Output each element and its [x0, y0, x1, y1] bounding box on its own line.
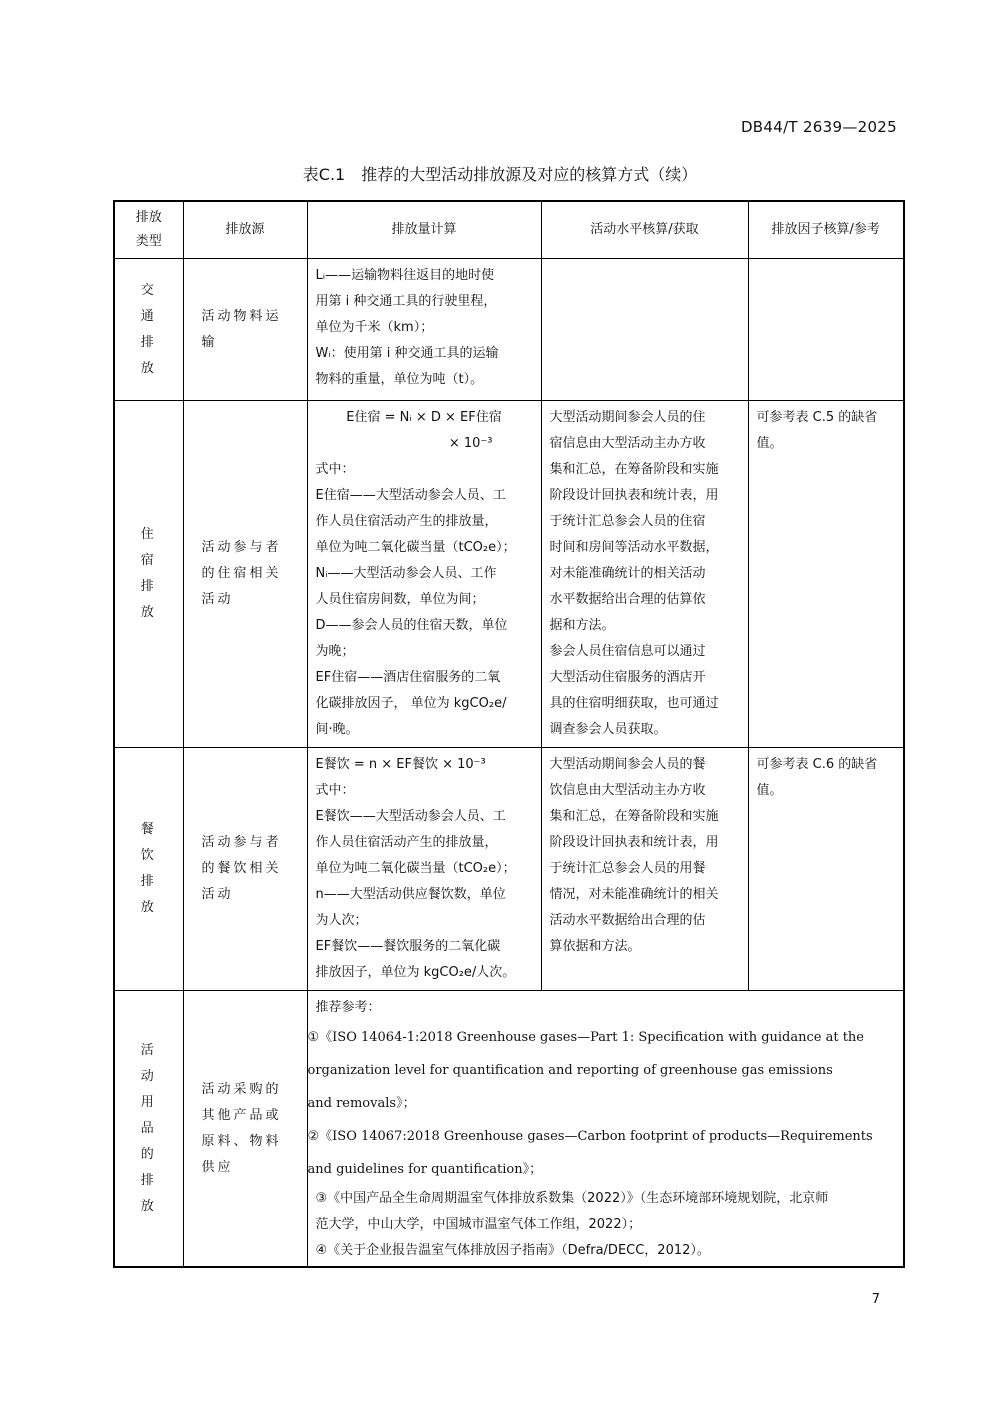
- table-caption: 表C.1 推荐的大型活动排放源及对应的核算方式（续）: [302, 165, 698, 184]
- table-row: [114, 748, 904, 991]
- table-header-row: [114, 201, 904, 259]
- row-factor: [748, 259, 904, 401]
- row-type: 活动用品的排放: [114, 991, 183, 1268]
- document-code: DB44/T 2639—2025: [740, 118, 897, 136]
- table-row: [114, 401, 904, 748]
- page-number: 7: [871, 1292, 880, 1307]
- row-factor: 可参考表 C.6 的缺省 值。: [748, 748, 904, 991]
- row-source: 活动物料运输: [183, 259, 307, 401]
- row-type: 住宿排放: [114, 401, 183, 748]
- formula: E住宿 = Nᵢ × D × EF住宿: [346, 410, 502, 425]
- table-row: [114, 991, 904, 1268]
- row-activity: 大型活动期间参会人员的住 宿信息由大型活动主办方收 集和汇总，在筹备阶段和实施 阶段设计回执表和统计表，用 于统计汇总参会人员的住宿 时间和房间等活动水平数据， 对未能准确统计的相关活动 水平数据给出合理的估算依 据和方法。 参会人员住宿信息可以通过 大型活动住宿服务的酒店开 具的住宿明细获取，也可通过 调查参会人员获取。: [541, 401, 748, 748]
- emission-table: [113, 200, 905, 1268]
- formula-cont: × 10⁻³: [448, 436, 493, 451]
- header-calc: 排放量计算: [307, 201, 541, 259]
- row-activity: [541, 259, 748, 401]
- header-factor: 排放因子核算/参考: [748, 201, 904, 259]
- table-row: [114, 259, 904, 401]
- row-calc: E餐饮 = n × EF餐饮 × 10⁻³ 式中： E餐饮——大型活动参会人员、工 作人员住宿活动产生的排放量， 单位为吨二氧化碳当量（tCO₂e）； n——大型活动供应餐饮数，单位 为人次； EF餐饮——餐饮服务的二氧化碳 排放因子，单位为 kgCO₂e/人次。: [307, 748, 541, 991]
- row-type: 交通排放: [114, 259, 183, 401]
- row-type: 餐饮排放: [114, 748, 183, 991]
- row-references: 推荐参考： ①《ISO 14064-1:2018 Greenhouse gases—Part 1: Specification with guidance at the organization level for quantification and reporting of greenhouse gas emissions and removals》； ②《ISO 14067:2018 Greenhouse gases—Carbon footprint of products—Requirements and guidelines for quantification》； ③《中国产品全生命周期温室气体排放系数集（2022）》（生态环境部环境规划院，北京师 范大学，中山大学，中国城市温室气体工作组，2022）； ④《关于企业报告温室气体排放因子指南》（Defra/DECC，2012）。: [307, 991, 904, 1268]
- header-activity: 活动水平核算/获取: [541, 201, 748, 259]
- row-activity: 大型活动期间参会人员的餐 饮信息由大型活动主办方收 集和汇总，在筹备阶段和实施 阶段设计回执表和统计表，用 于统计汇总参会人员的用餐 情况，对未能准确统计的相关 活动水平数据给出合理的估 算依据和方法。: [541, 748, 748, 991]
- row-source: 活动参与者的住宿相关活动: [183, 401, 307, 748]
- row-source: 活动参与者的餐饮相关活动: [183, 748, 307, 991]
- row-factor: 可参考表 C.5 的缺省 值。: [748, 401, 904, 748]
- row-calc: Lᵢ——运输物料往返目的地时使 用第 i 种交通工具的行驶里程， 单位为千米（km）； Wᵢ：使用第 i 种交通工具的运输 物料的重量，单位为吨（t）。: [307, 259, 541, 401]
- formula: E餐饮 = n × EF餐饮 × 10⁻³: [315, 757, 486, 772]
- refs-title: 推荐参考：: [315, 1000, 381, 1015]
- row-source: 活动采购的其他产品或原料、物料供应: [183, 991, 307, 1268]
- header-source: 排放源: [183, 201, 307, 259]
- header-type: 排放类型: [114, 201, 183, 259]
- row-calc: E住宿 = Nᵢ × D × EF住宿 × 10⁻³ 式中： E住宿——大型活动参会人员、工 作人员住宿活动产生的排放量， 单位为吨二氧化碳当量（tCO₂e）； Nᵢ——大型活动参会人员、工作 人员住宿房间数，单位为间； D——参会人员的住宿天数，单位 为晚； EF住宿——酒店住宿服务的二氧 化碳排放因子， 单位为 kgCO₂e/ 间·晚。: [307, 401, 541, 748]
